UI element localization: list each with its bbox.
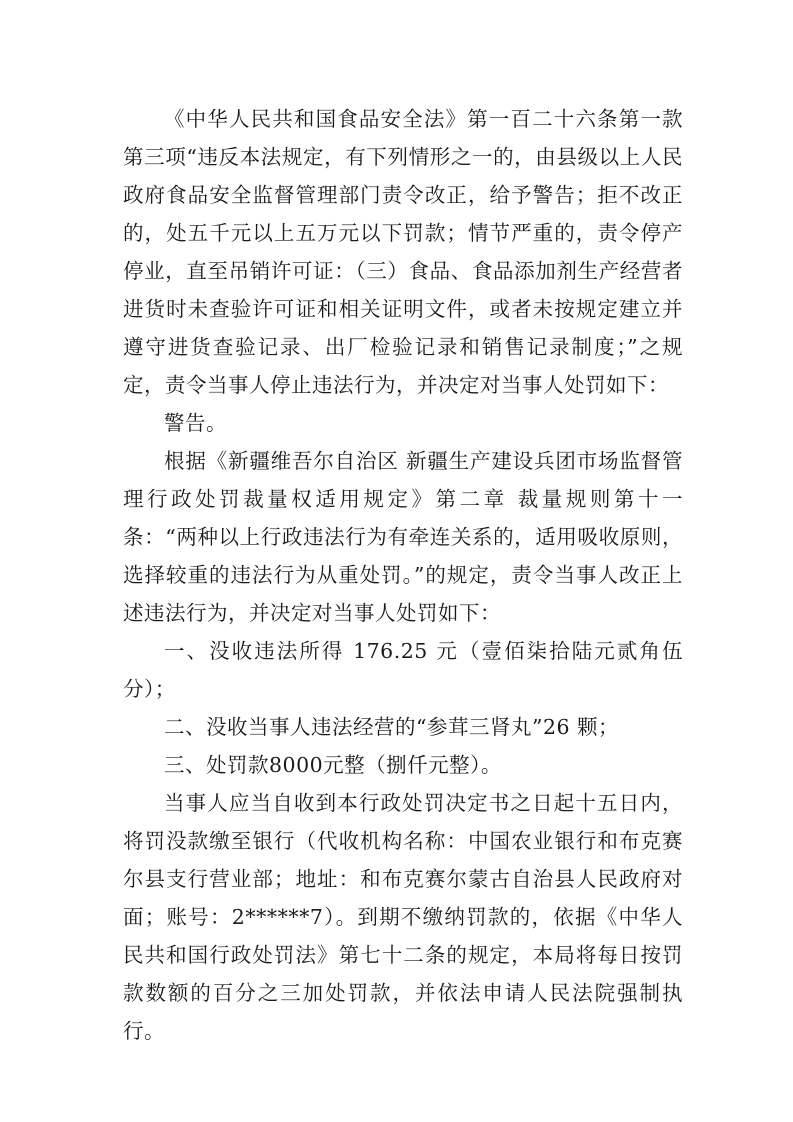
paragraph-discretion-basis: 根据《新疆维吾尔自治区 新疆生产建设兵团市场监督管理行政处罚裁量权适用规定》第二章 裁量规则第十一条：“两种以上行政违法行为有牵连关系的，适用吸收原则，选择较重的违法行为从重处罚。”的规定，责令当事人改正上述违法行为，并决定对当事人处罚如下：: [123, 449, 683, 625]
penalty-item-3: 三、处罚款8000元整（捌仟元整）。: [164, 753, 502, 777]
paragraph-legal-basis: 《中华人民共和国食品安全法》第一百二十六条第一款第三项“违反本法规定，有下列情形之一的，由县级以上人民政府食品安全监督管理部门责令改正，给予警告；拒不改正的，处五千元以上五万元以下罚款；情节严重的，责令停产停业，直至吊销许可证：（三）食品、食品添加剂生产经营者进货时未查验许可证和相关证明文件，或者未按规定建立并遵守进货查验记录、出厂检验记录和销售记录制度；”之规定，责令当事人停止违法行为，并决定对当事人处罚如下：: [123, 107, 683, 397]
paragraph-warning: 警告。: [164, 411, 227, 435]
penalty-item-2: 二、没收当事人违法经营的“参茸三肾丸”26 颗；: [164, 715, 620, 739]
penalty-item-1: 一、没收违法所得 176.25 元（壹佰柒拾陆元贰角伍分）；: [123, 639, 683, 701]
document-body: [123, 100, 683, 1050]
paragraph-payment-instructions: 当事人应当自收到本行政处罚决定书之日起十五日内，将罚没款缴至银行（代收机构名称：中国农业银行和布克赛尔县支行营业部；地址：和布克赛尔蒙古自治县人民政府对面；账号：2******7）。到期不缴纳罚款的，依据《中华人民共和国行政处罚法》第七十二条的规定，本局将每日按罚款数额的百分之三加处罚款，并依法申请人民法院强制执行。: [123, 791, 683, 1043]
